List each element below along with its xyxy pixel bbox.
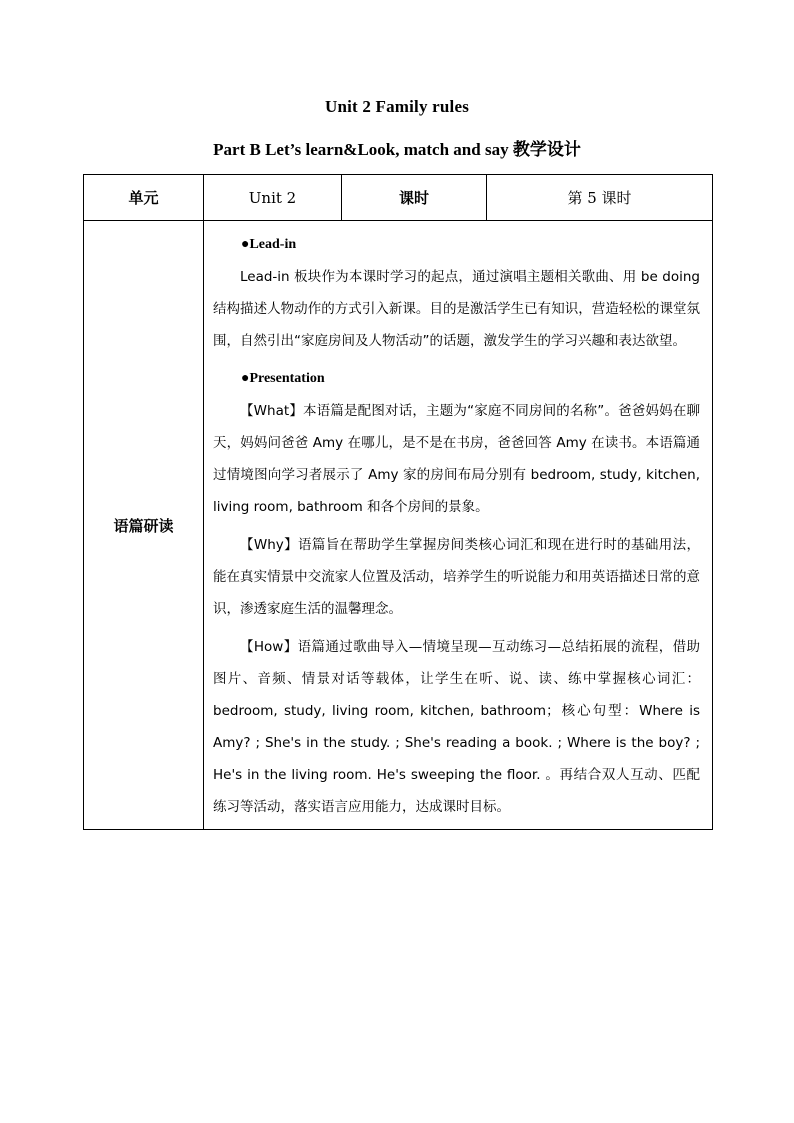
how-paragraph: 【How】语篇通过歌曲导入—情境呈现—互动练习—总结拓展的流程，借助图片、音频、情景对话等载体，让学生在听、说、读、练中掌握核心词汇：bedroom, study, living room, kitchen, bathroom；核心句型：Where is Amy? ; She's in the study. ; She's reading a book. ; Where is the boy? ; He's in the living room. He's sweeping the floor. 。再结合双人互动、匹配练习等活动，落实语言应用能力，达成课时目标。 xyxy=(213,639,700,815)
unit-label: 单元 xyxy=(84,175,204,221)
table-header-row xyxy=(84,175,713,221)
text-analysis-content xyxy=(204,221,713,830)
document-subtitle: Part B Let’s learn&Look, match and say 教学设计 xyxy=(213,140,581,159)
text-analysis-label: 语篇研读 xyxy=(84,221,204,830)
what-paragraph: 【What】本语篇是配图对话，主题为“家庭不同房间的名称”。爸爸妈妈在聊天，妈妈问爸爸 Amy 在哪儿，是不是在书房，爸爸回答 Amy 在读书。本语篇通过情境图向学习者展示了 Amy 家的房间布局分别有 bedroom, study, kitchen, living room, bathroom 和各个房间的景象。 xyxy=(213,403,700,515)
lesson-plan-table xyxy=(83,174,713,830)
text-analysis-row xyxy=(84,221,713,830)
lesson-value: 第 5 课时 xyxy=(487,175,713,221)
leadin-heading: ●Lead-in xyxy=(241,237,297,252)
unit-value: Unit 2 xyxy=(204,175,342,221)
document-title: Unit 2 Family rules xyxy=(324,97,470,116)
lesson-label: 课时 xyxy=(342,175,487,221)
presentation-heading: ●Presentation xyxy=(241,371,325,386)
leadin-paragraph: Lead-in 板块作为本课时学习的起点，通过演唱主题相关歌曲、用 be doing 结构描述人物动作的方式引入新课。目的是激活学生已有知识，营造轻松的课堂氛围，自然引出“家庭房间及人物活动”的话题，激发学生的学习兴趣和表达欲望。 xyxy=(213,269,700,349)
why-paragraph: 【Why】语篇旨在帮助学生掌握房间类核心词汇和现在进行时的基础用法，能在真实情景中交流家人位置及活动，培养学生的听说能力和用英语描述日常的意识，渗透家庭生活的温馨理念。 xyxy=(213,537,700,617)
